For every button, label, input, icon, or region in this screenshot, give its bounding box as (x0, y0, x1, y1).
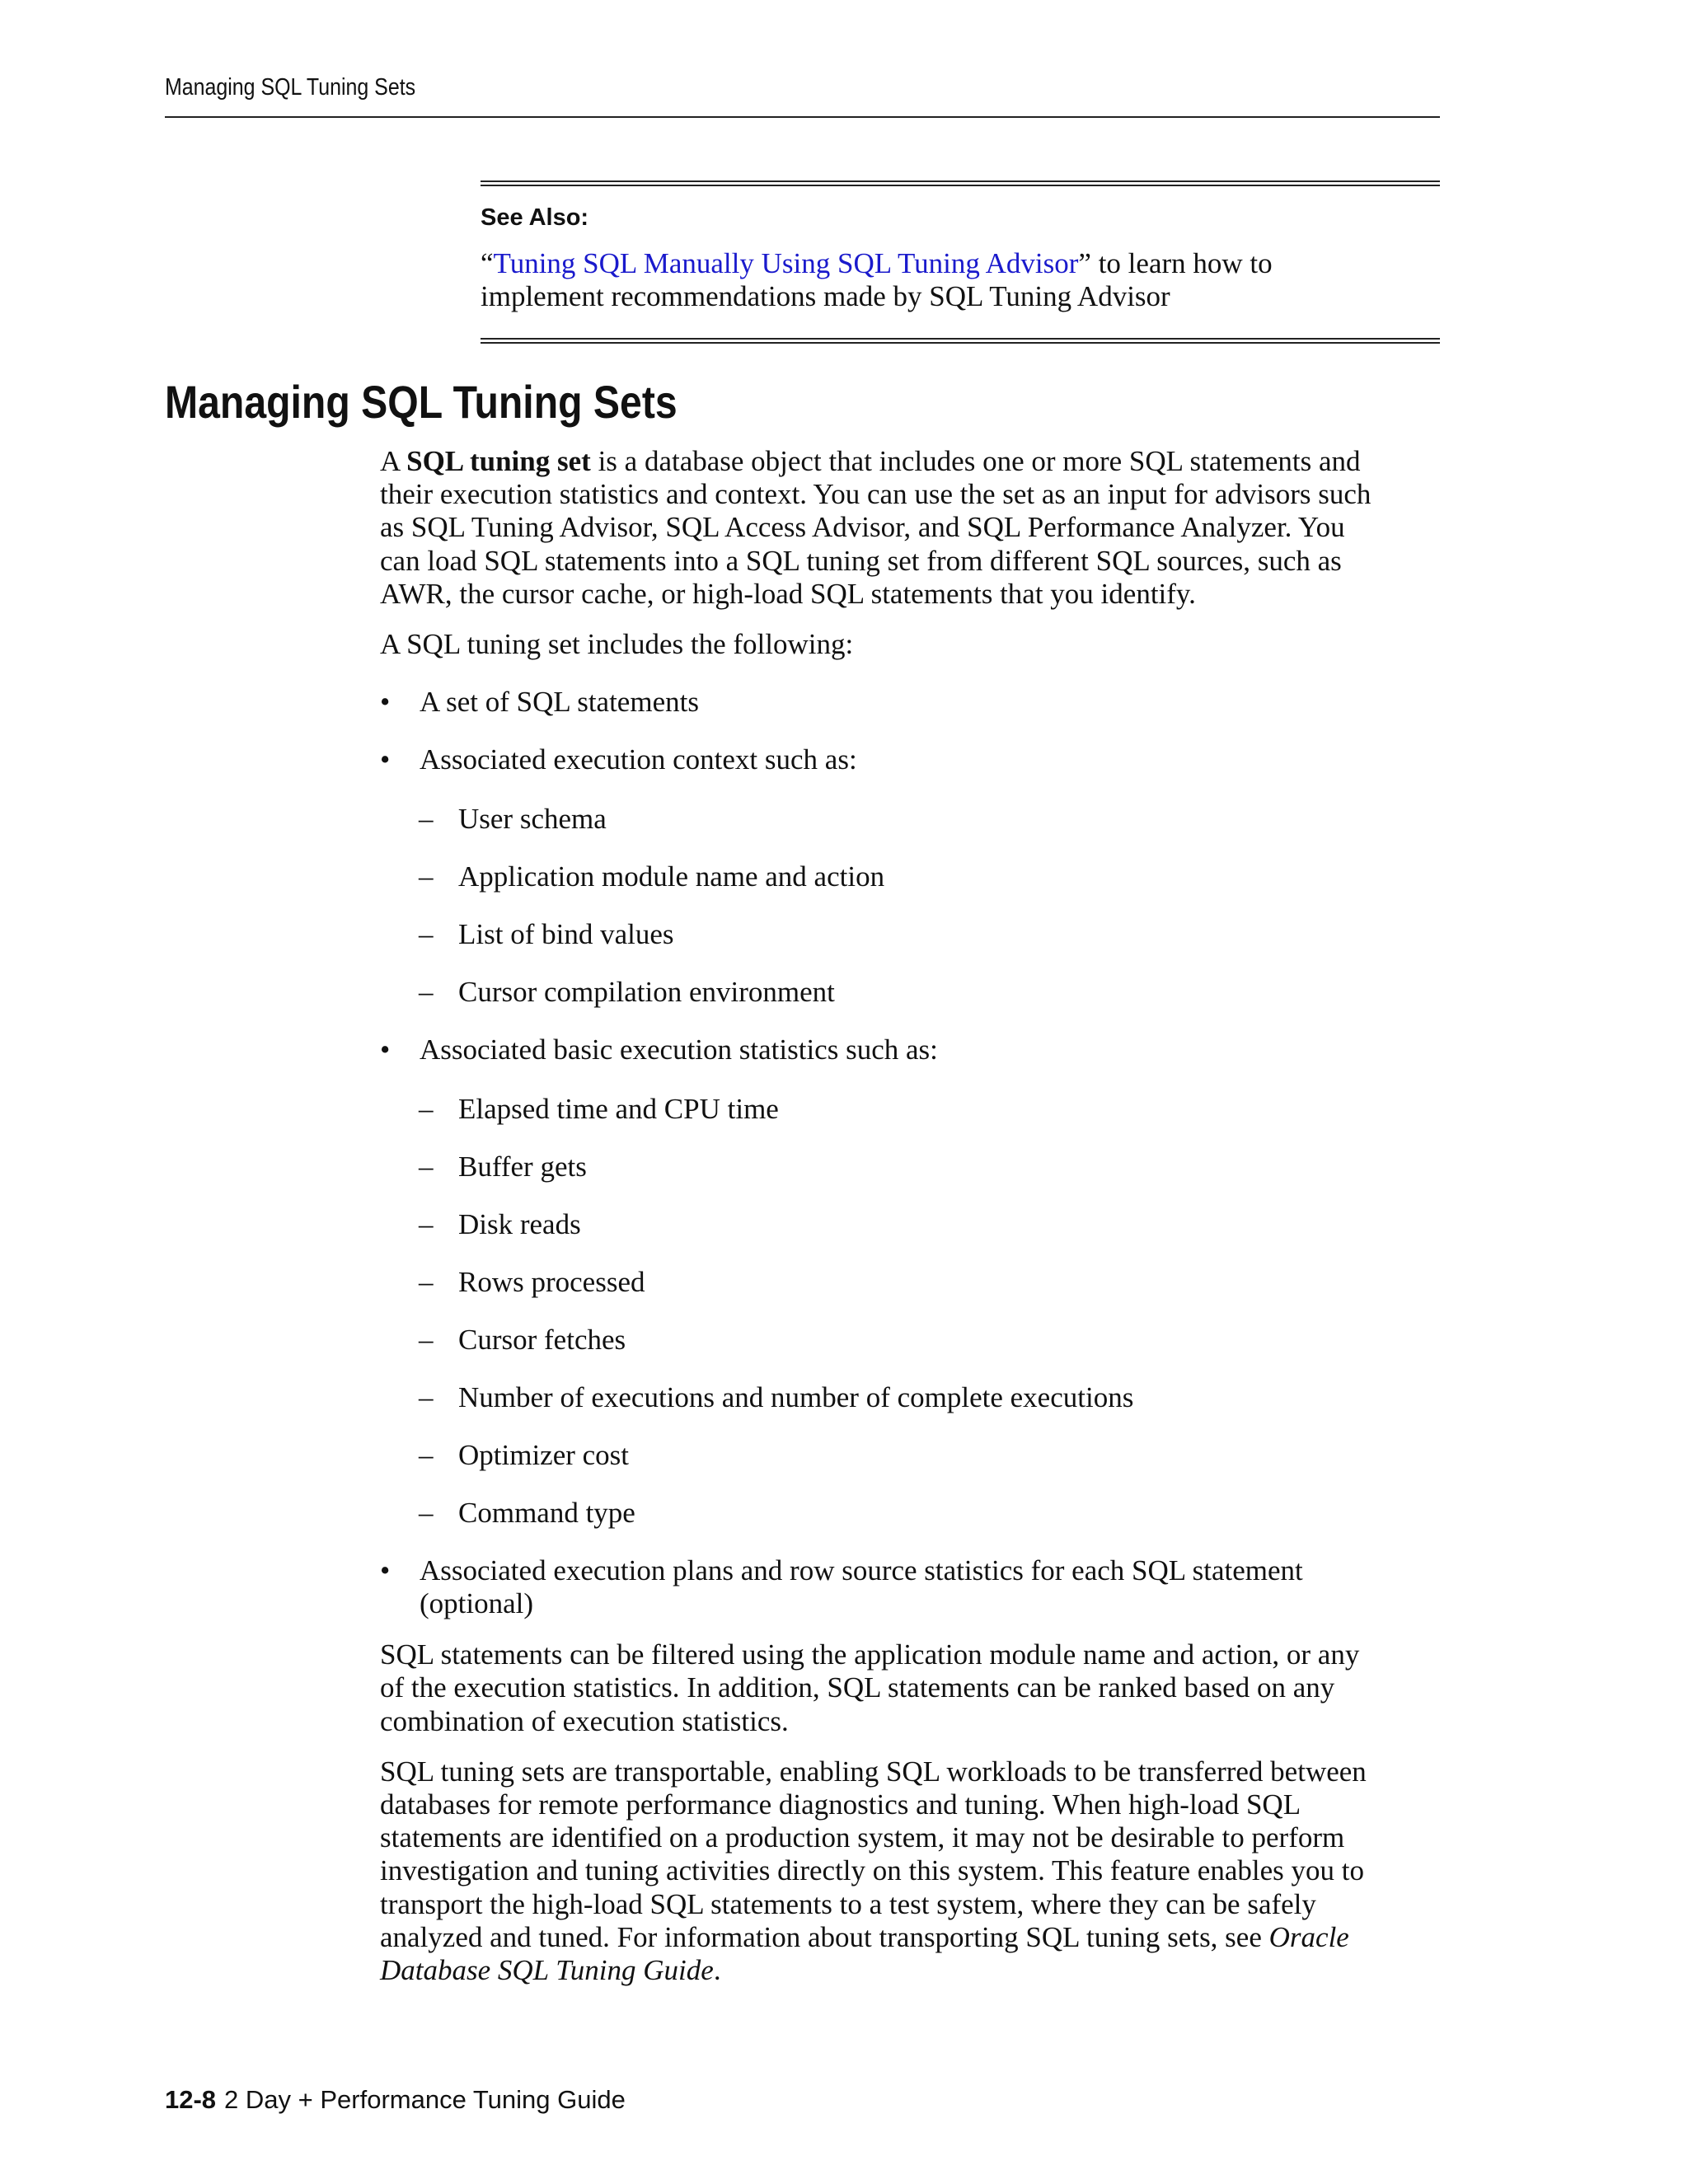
book-title-part1: Oracle (1268, 1920, 1349, 1953)
list-item-line2: (optional) (420, 1587, 534, 1620)
see-also-link[interactable]: Tuning SQL Manually Using SQL Tuning Advisor (493, 247, 1079, 279)
sub-list-item-text: User schema (458, 803, 607, 836)
open-quote: “ (481, 247, 494, 279)
sub-list-item (380, 1208, 1451, 1241)
list-item-text (420, 1554, 1303, 1620)
sub-list-item (380, 976, 1451, 1009)
transport-line1: SQL tuning sets are transportable, enabling SQL workloads to be transferred between (380, 1755, 1367, 1788)
bullet-icon: • (380, 743, 391, 776)
sub-list-item-text: Disk reads (458, 1208, 581, 1241)
sub-list-item (380, 1093, 1451, 1126)
sub-list-item (380, 1266, 1451, 1299)
sub-list-item (380, 918, 1451, 951)
sub-list-item (380, 1151, 1451, 1183)
dash-icon: – (419, 1439, 434, 1472)
sub-list-item-text: Rows processed (458, 1266, 645, 1299)
book-title-part2: Database SQL Tuning Guide (380, 1954, 714, 1987)
sub-list-item-text: Command type (458, 1497, 635, 1530)
intro-lead: A (380, 445, 407, 477)
list-item (380, 1554, 1451, 1620)
dash-icon: – (419, 1266, 434, 1299)
running-header: Managing SQL Tuning Sets (165, 74, 416, 101)
filter-paragraph (380, 1638, 1451, 1738)
filter-line1: SQL statements can be filtered using the application module name and action, or any (380, 1638, 1360, 1671)
intro-line4: can load SQL statements into a SQL tuning set from different SQL sources, such as (380, 544, 1342, 577)
sub-list-item-text: Optimizer cost (458, 1439, 630, 1472)
section-title: Managing SQL Tuning Sets (165, 376, 678, 428)
sub-list-item-text: Cursor fetches (458, 1324, 626, 1357)
sub-list-item-text: Number of executions and number of complete executions (458, 1381, 1134, 1414)
dash-icon: – (419, 860, 434, 893)
sub-list-item (380, 1497, 1451, 1530)
filter-line2: of the execution statistics. In addition, SQL statements can be ranked based on any (380, 1671, 1335, 1704)
sub-list-item-text: Cursor compilation environment (458, 976, 835, 1009)
list-item-text: Associated execution context such as: (420, 743, 857, 776)
dash-icon: – (419, 1151, 434, 1183)
transport-line2: databases for remote performance diagnostics and tuning. When high-load SQL (380, 1788, 1301, 1821)
bullet-icon: • (380, 686, 391, 719)
list-item (380, 686, 1451, 719)
dash-icon: – (419, 1324, 434, 1357)
dash-icon: – (419, 1381, 434, 1414)
list-item-line1: Associated execution plans and row source statistics for each SQL statement (420, 1554, 1303, 1587)
transport-line5: transport the high-load SQL statements to a test system, where they can be safely (380, 1887, 1316, 1920)
header-rule (165, 116, 1440, 118)
intro-line5: AWR, the cursor cache, or high-load SQL statements that you identify. (380, 577, 1196, 610)
see-also-text (481, 247, 1387, 313)
dash-icon: – (419, 918, 434, 951)
sub-list-item-text: List of bind values (458, 918, 674, 951)
includes-intro: A SQL tuning set includes the following: (380, 628, 854, 661)
transport-line4: investigation and tuning activities directly on this system. This feature enables you to (380, 1854, 1364, 1887)
bullet-icon: • (380, 1033, 391, 1066)
see-also-title: See Also: (481, 204, 589, 231)
see-also-box (481, 180, 1440, 344)
transport-line6: analyzed and tuned. For information about transporting SQL tuning sets, see (380, 1920, 1269, 1953)
sub-list-item (380, 1324, 1451, 1357)
dash-icon: – (419, 976, 434, 1009)
sub-list-item (380, 803, 1451, 836)
sub-list-item (380, 860, 1451, 893)
intro-line2: their execution statistics and context. You can use the set as an input for advisors such (380, 478, 1372, 511)
list-item (380, 1033, 1451, 1066)
transport-line3: statements are identified on a production system, it may not be desirable to perform (380, 1821, 1345, 1854)
filter-line3: combination of execution statistics. (380, 1704, 789, 1737)
sub-list-item-text: Elapsed time and CPU time (458, 1093, 779, 1126)
see-also-line2: implement recommendations made by SQL Tuning Advisor (481, 280, 1170, 312)
intro-paragraph (380, 445, 1451, 611)
dash-icon: – (419, 1208, 434, 1241)
sentence-end: . (713, 1954, 721, 1987)
intro-line3: as SQL Tuning Advisor, SQL Access Advisor, and SQL Performance Analyzer. You (380, 511, 1345, 544)
sub-list-item-text: Application module name and action (458, 860, 885, 893)
bullet-icon: • (380, 1554, 391, 1587)
list-item (380, 743, 1451, 776)
dash-icon: – (419, 803, 434, 836)
see-also-after-link: ” to learn how to (1078, 247, 1273, 279)
dash-icon: – (419, 1497, 434, 1530)
body-text (380, 445, 1451, 1987)
dash-icon: – (419, 1093, 434, 1126)
sub-list-item (380, 1439, 1451, 1472)
sub-list-item-text: Buffer gets (458, 1151, 587, 1183)
list-item-text: A set of SQL statements (420, 686, 699, 719)
defined-term: SQL tuning set (406, 445, 591, 477)
page-footer (165, 2085, 626, 2115)
sub-list-item (380, 1381, 1451, 1414)
book-title: 2 Day + Performance Tuning Guide (224, 2085, 626, 2114)
list-item-text: Associated basic execution statistics such as: (420, 1033, 938, 1066)
intro-line1: is a database object that includes one or more SQL statements and (590, 445, 1361, 477)
transport-paragraph (380, 1755, 1451, 1987)
page-number: 12-8 (165, 2085, 217, 2114)
